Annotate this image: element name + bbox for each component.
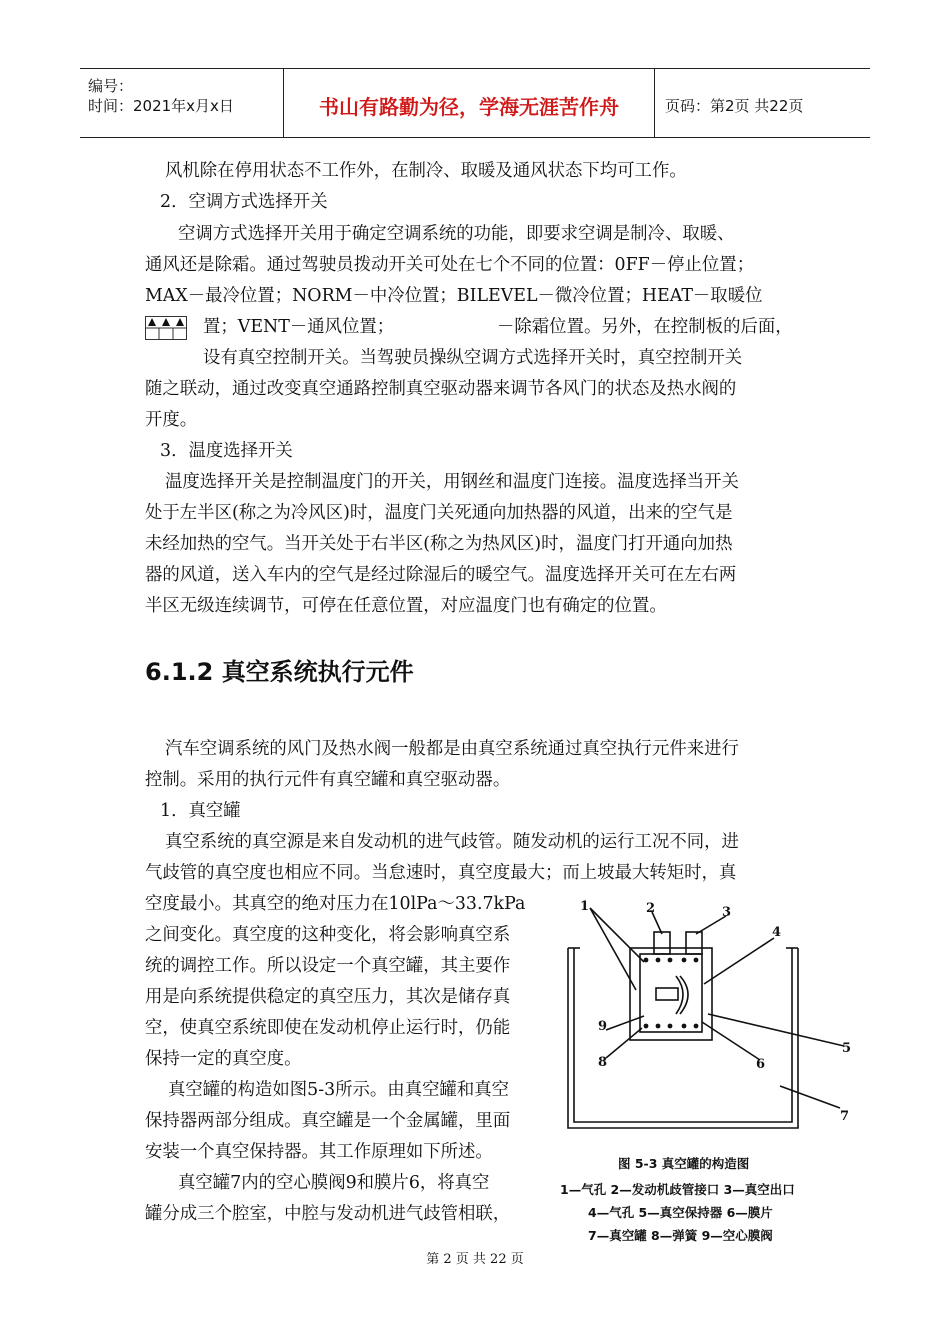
body-line: 未经加热的空气。当开关处于右半区(称之为热风区)时，温度门打开通向加热: [145, 534, 733, 554]
body-line: 通风还是除霜。通过驾驶员拨动开关可处在七个不同的位置：0FF－停止位置；: [145, 255, 755, 275]
section-heading: 6.1.2 真空系统执行元件: [145, 658, 414, 686]
body-line: 汽车空调系统的风门及热水阀一般都是由真空系统通过真空执行元件来进行: [165, 739, 739, 759]
number-label: 编号：: [88, 77, 134, 95]
figure-label-9: 9: [598, 1019, 608, 1034]
body-line: 开度。: [145, 410, 198, 430]
body-line: 统的调控工作。所以设定一个真空罐，其主要作: [145, 956, 511, 976]
body-line: 真空罐的构造如图5-3所示。由真空罐和真空: [168, 1080, 510, 1100]
page-info: 页码：第2页 共22页: [665, 97, 804, 115]
figure-legend-1: 1—气孔 2—发动机歧管接口 3—真空出口: [560, 1182, 795, 1197]
body-line: 真空系统的真空源是来自发动机的进气歧管。随发动机的运行工况不同，进: [165, 832, 739, 852]
page-footer: 第 2 页 共 22 页: [426, 1252, 524, 1267]
body-line: 罐分成三个腔室，中腔与发动机进气歧管相联，: [145, 1204, 511, 1224]
body-line: 随之联动，通过改变真空通路控制真空驱动器来调节各风门的状态及热水阀的: [145, 379, 737, 399]
body-line: 用是向系统提供稳定的真空压力，其次是储存真: [145, 987, 511, 1007]
figure-label-4: 4: [772, 925, 782, 940]
body-line: MAX－最冷位置；NORM－中冷位置；BILEVEL－微冷位置；HEAT－取暖位: [145, 286, 763, 306]
body-line: 之间变化。真空度的这种变化，将会影响真空系: [145, 925, 511, 945]
figure-legend-2: 4—气孔 5—真空保持器 6—膜片: [588, 1205, 773, 1220]
figure-label-2: 2: [646, 901, 656, 916]
body-line: 保持一定的真空度。: [145, 1049, 302, 1069]
body-line: 安装一个真空保持器。其工作原理如下所述。: [145, 1142, 493, 1162]
figure-label-3: 3: [722, 905, 732, 920]
time-label: 时间：2021年x月x日: [88, 97, 234, 115]
figure-label-8: 8: [598, 1055, 608, 1070]
figure-caption: 图 5-3 真空罐的构造图: [618, 1156, 750, 1171]
figure-label-1: 1: [580, 899, 590, 914]
subheading: 3．温度选择开关: [160, 441, 293, 461]
subheading: 1．真空罐: [160, 801, 241, 821]
body-line: 空，使真空系统即使在发动机停止运行时，仍能: [145, 1018, 511, 1038]
body-line: 温度选择开关是控制温度门的开关，用钢丝和温度门连接。温度选择当开关: [165, 472, 739, 492]
body-line: －除霜位置。另外，在控制板的后面，: [497, 317, 793, 337]
vacuum-tank-diagram: [558, 898, 868, 1146]
body-line: 处于左半区(称之为冷风区)时，温度门关死通向加热器的风道，出来的空气是: [145, 503, 733, 523]
body-line: 半区无级连续调节，可停在任意位置，对应温度门也有确定的位置。: [145, 596, 667, 616]
body-line: 置；VENT－通风位置；: [203, 317, 395, 337]
body-line: 真空罐7内的空心膜阀9和膜片6，将真空: [178, 1173, 490, 1193]
header-motto-cell: [284, 69, 655, 137]
body-line: 保持器两部分组成。真空罐是一个金属罐，里面: [145, 1111, 511, 1131]
header-meta-cell: [80, 69, 284, 137]
figure-label-6: 6: [756, 1057, 766, 1072]
header-page-cell: [655, 69, 870, 137]
figure-legend-3: 7—真空罐 8—弹簧 9—空心膜阀: [588, 1228, 773, 1243]
subheading: 2．空调方式选择开关: [160, 192, 328, 212]
body-line: 空调方式选择开关用于确定空调系统的功能，即要求空调是制冷、取暖、: [178, 224, 735, 244]
body-line: 风机除在停用状态不工作外，在制冷、取暖及通风状态下均可工作。: [165, 161, 687, 181]
figure-label-7: 7: [840, 1109, 850, 1124]
body-line: 控制。采用的执行元件有真空罐和真空驱动器。: [145, 770, 511, 790]
body-line: 设有真空控制开关。当驾驶员操纵空调方式选择开关时，真空控制开关: [203, 348, 743, 368]
body-line: 气歧管的真空度也相应不同。当怠速时，真空度最大；而上坡最大转矩时，真: [145, 863, 737, 883]
page-header: [80, 68, 870, 138]
vacuum-tank-figure: [558, 898, 868, 1243]
figure-label-5: 5: [842, 1041, 852, 1056]
header-motto: 书山有路勤为径，学海无涯苦作舟: [319, 95, 619, 119]
body-line: 空度最小。其真空的绝对压力在10lPa～33.7kPa: [145, 894, 526, 914]
body-line: 器的风道，送入车内的空气是经过除湿后的暖空气。温度选择开关可在左右两: [145, 565, 737, 585]
defrost-symbol-icon: [145, 316, 187, 340]
